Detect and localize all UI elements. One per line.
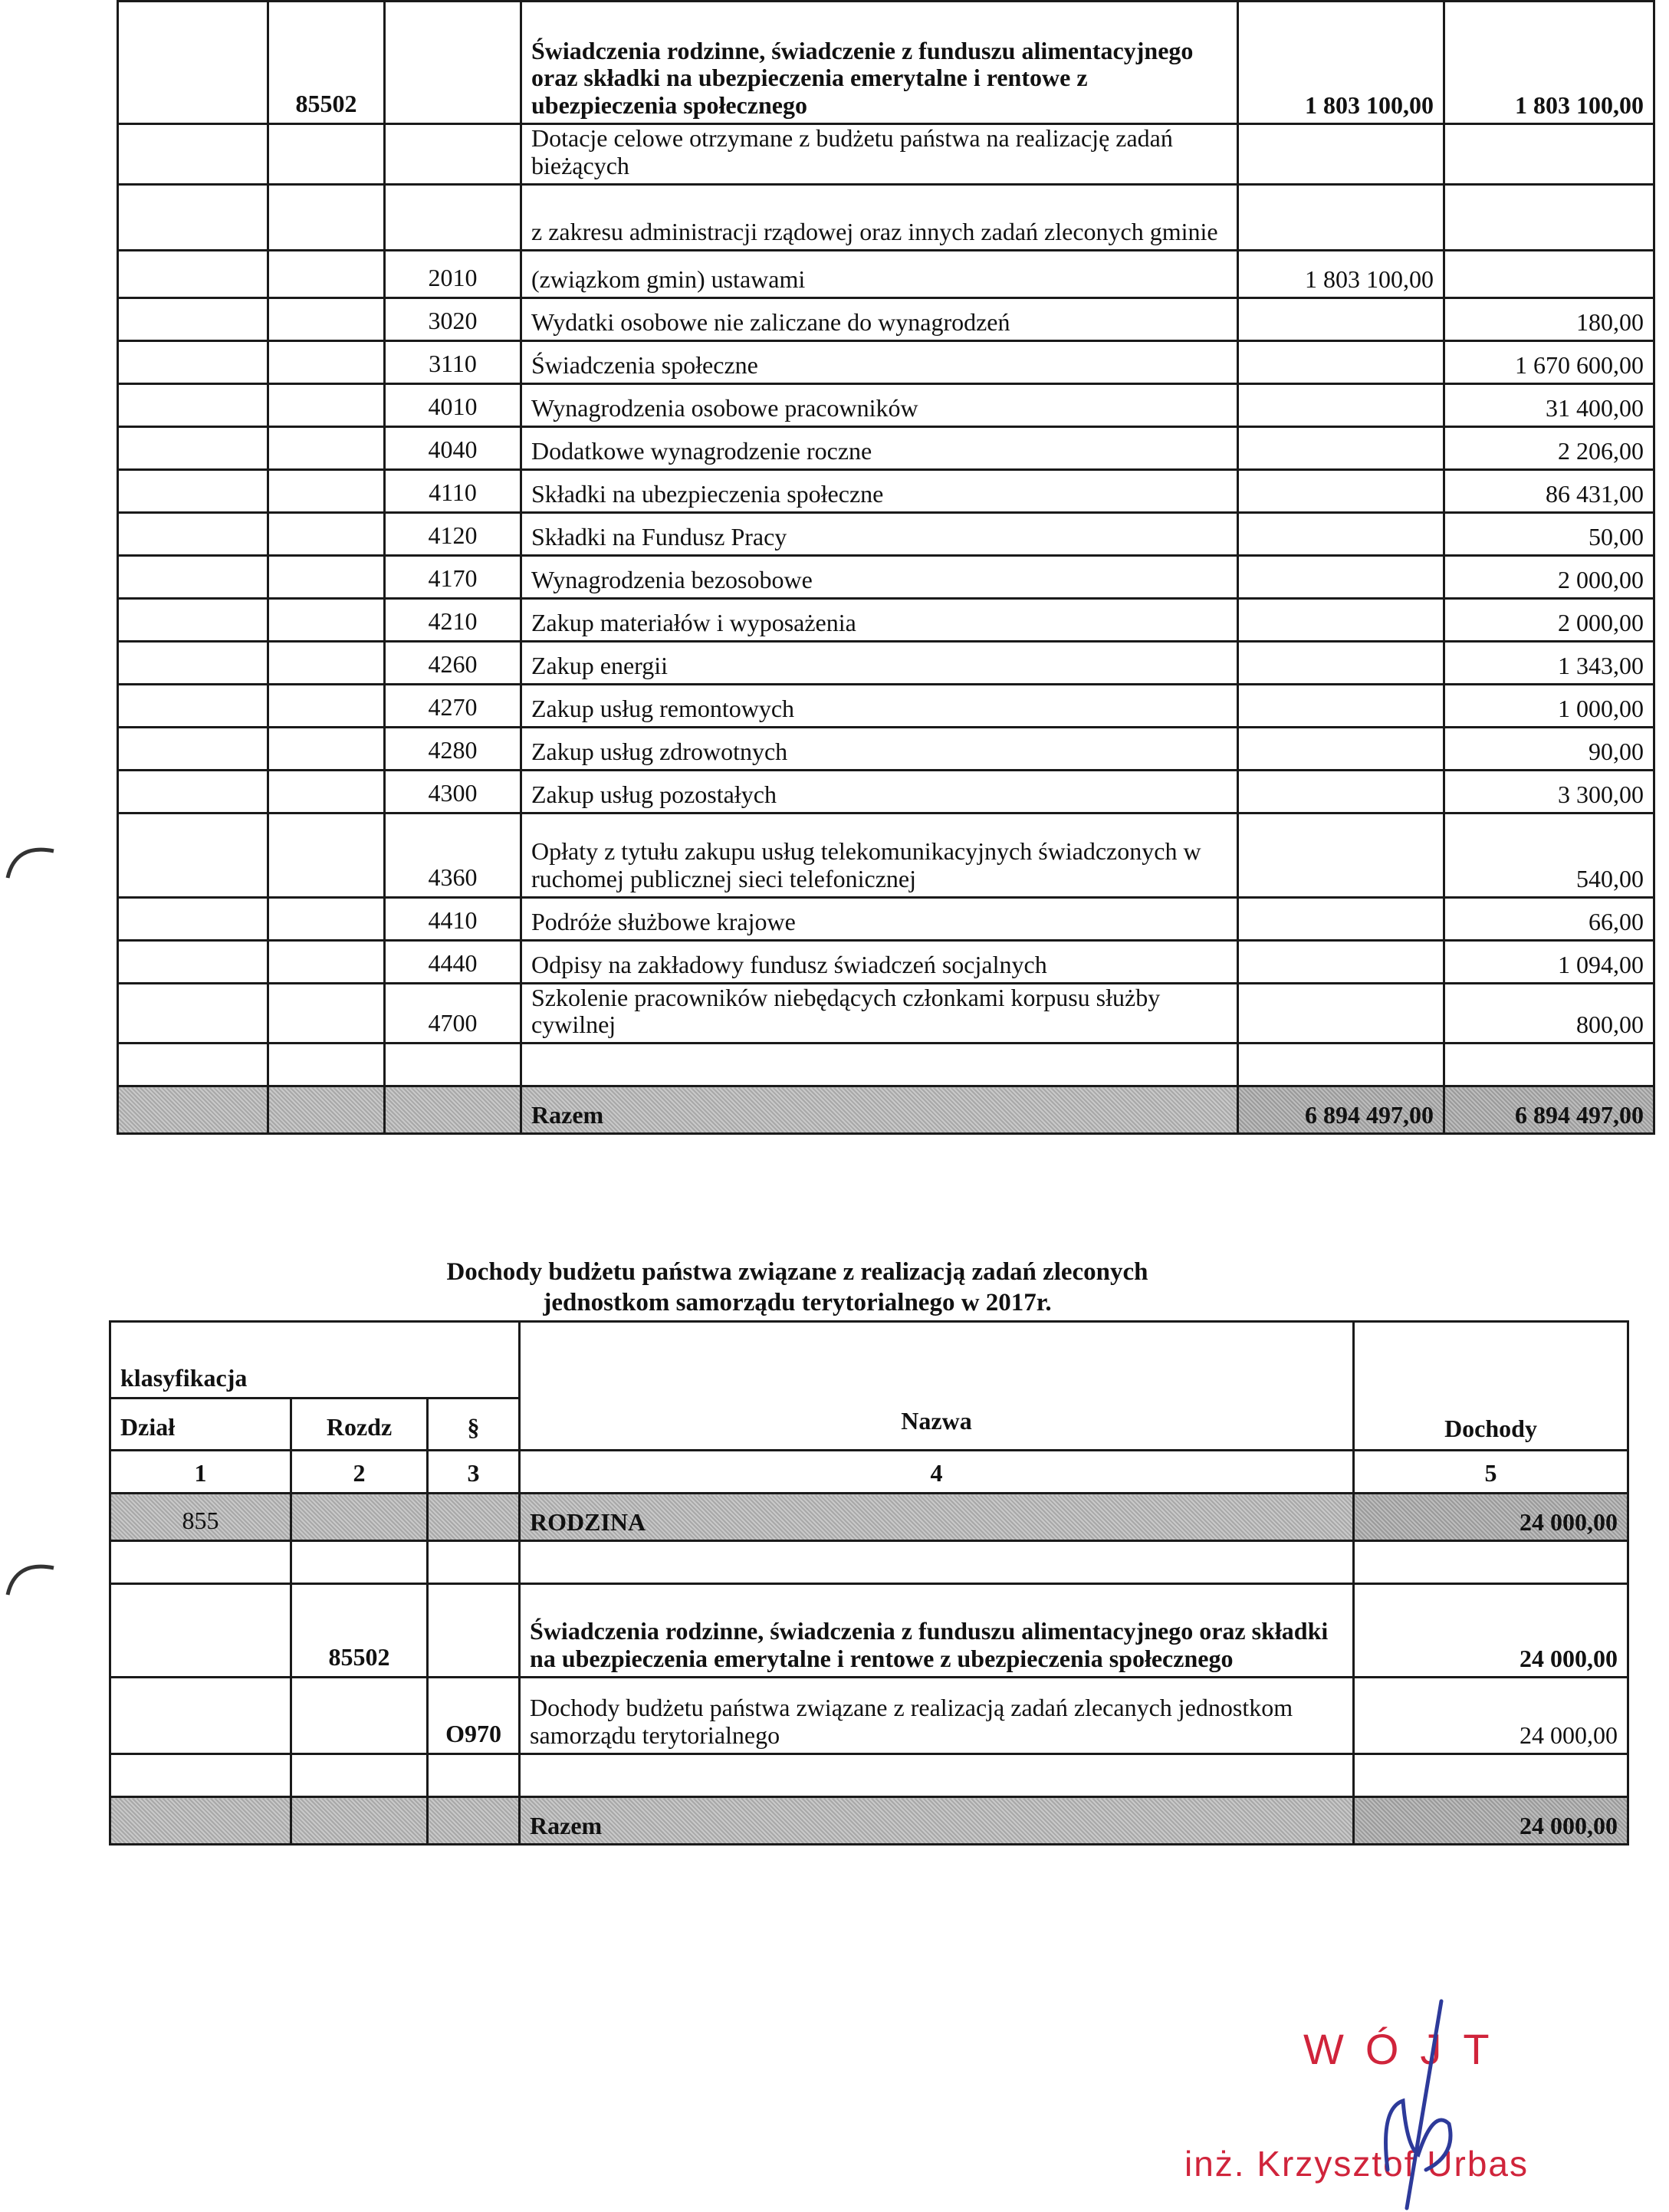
cell-wydatki: 1 803 100,00 (1444, 2, 1654, 124)
cell-rozdz (268, 940, 385, 983)
total-label: Razem (520, 1797, 1354, 1845)
cell-nazwa: Składki na Fundusz Pracy (521, 512, 1238, 555)
total-wydatki: 6 894 497,00 (1444, 1086, 1654, 1134)
table-row (110, 1584, 1628, 1678)
table-cell (291, 1754, 428, 1797)
cell-wydatki: 3 300,00 (1444, 770, 1654, 813)
cell-rozdz (268, 469, 385, 512)
table-cell (520, 1541, 1354, 1584)
cell-wydatki: 2 206,00 (1444, 426, 1654, 469)
header-number: 2 (291, 1451, 428, 1494)
cell-dzial: 855 (110, 1494, 291, 1541)
cell-dzial (118, 1044, 268, 1086)
cell-paragraph: 4360 (385, 813, 521, 897)
cell-wydatki: 86 431,00 (1444, 469, 1654, 512)
cell-rozdz (268, 124, 385, 185)
cell-rozdz (268, 684, 385, 727)
cell-dzial (118, 940, 268, 983)
header-dzial: Dział (110, 1399, 291, 1451)
cell-nazwa: Świadczenia społeczne (521, 340, 1238, 383)
cell-dochody (1238, 383, 1444, 426)
cell-nazwa: Dochody budżetu państwa związane z realizacją zadań zlecanych jednostkom samorządu terytorialnego (520, 1678, 1354, 1754)
table-cell (291, 1797, 428, 1845)
cell-dzial (110, 1584, 291, 1678)
cell-paragraph: 4270 (385, 684, 521, 727)
cell-rozdz (268, 983, 385, 1044)
cell-wydatki: 31 400,00 (1444, 383, 1654, 426)
table-cell (110, 1797, 291, 1845)
cell-wydatki: 180,00 (1444, 297, 1654, 340)
cell-rozdz (291, 1494, 428, 1541)
cell-wydatki (1444, 184, 1654, 250)
expenditure-table (117, 0, 1655, 1135)
cell-dochody (1238, 184, 1444, 250)
table-row (118, 641, 1654, 684)
cell-paragraph: 4280 (385, 727, 521, 770)
cell-paragraph: O970 (428, 1678, 520, 1754)
cell-paragraph: 4120 (385, 512, 521, 555)
cell-dochody (1238, 983, 1444, 1044)
cell-nazwa: z zakresu administracji rządowej oraz innych zadań zleconych gminie (521, 184, 1238, 250)
cell-dochody (1238, 684, 1444, 727)
spacer-row (110, 1754, 1628, 1797)
cell-dzial (118, 383, 268, 426)
cell-paragraph: 4210 (385, 598, 521, 641)
cell-wydatki: 90,00 (1444, 727, 1654, 770)
header-number: 5 (1354, 1451, 1628, 1494)
cell-dochody: 1 803 100,00 (1238, 2, 1444, 124)
cell-rozdz (268, 426, 385, 469)
cell-rozdz (268, 770, 385, 813)
cell-nazwa: Wynagrodzenia osobowe pracowników (521, 383, 1238, 426)
table-cell (268, 1086, 385, 1134)
cell-paragraph: 3110 (385, 340, 521, 383)
cell-dochody: 24 000,00 (1354, 1678, 1628, 1754)
cell-dochody (1238, 598, 1444, 641)
cell-nazwa: Zakup usług zdrowotnych (521, 727, 1238, 770)
cell-dochody (1238, 940, 1444, 983)
scan-mark (0, 1553, 61, 1599)
cell-nazwa: Podróże służbowe krajowe (521, 897, 1238, 940)
section-title (429, 1257, 1165, 1318)
cell-paragraph (428, 1584, 520, 1678)
table-row (110, 1678, 1628, 1754)
cell-nazwa: Świadczenia rodzinne, świadczenia z funduszu alimentacyjnego oraz składki na ubezpieczenia emerytalne i rentowe z ubezpieczenia społecznego (520, 1584, 1354, 1678)
cell-rozdz: 85502 (268, 2, 385, 124)
table-row (118, 426, 1654, 469)
header-number: 3 (428, 1451, 520, 1494)
cell-rozdz (268, 813, 385, 897)
cell-paragraph: 4410 (385, 897, 521, 940)
table-row (118, 2, 1654, 124)
table-cell (520, 1754, 1354, 1797)
cell-paragraph: 4040 (385, 426, 521, 469)
cell-nazwa: Szkolenie pracowników niebędących członkami korpusu służby cywilnej (521, 983, 1238, 1044)
cell-rozdz (268, 897, 385, 940)
cell-nazwa: Dodatkowe wynagrodzenie roczne (521, 426, 1238, 469)
table-cell (428, 1541, 520, 1584)
cell-nazwa: RODZINA (520, 1494, 1354, 1541)
cell-dochody: 1 803 100,00 (1238, 250, 1444, 297)
header-nazwa: Nazwa (520, 1322, 1354, 1451)
cell-rozdz (268, 512, 385, 555)
cell-rozdz (268, 184, 385, 250)
table-row (118, 813, 1654, 897)
cell-rozdz (268, 250, 385, 297)
cell-rozdz (268, 641, 385, 684)
cell-paragraph: 3020 (385, 297, 521, 340)
cell-dzial (118, 897, 268, 940)
table-row (118, 897, 1654, 940)
handwritten-signature (1334, 1993, 1503, 2212)
cell-dochody (1238, 340, 1444, 383)
cell-dzial (118, 770, 268, 813)
cell-paragraph: 4440 (385, 940, 521, 983)
cell-paragraph (385, 184, 521, 250)
cell-nazwa: Wynagrodzenia bezosobowe (521, 555, 1238, 598)
total-row (118, 1086, 1654, 1134)
cell-rozdz: 85502 (291, 1584, 428, 1678)
cell-dzial (118, 641, 268, 684)
cell-nazwa: Zakup usług pozostałych (521, 770, 1238, 813)
cell-paragraph: 2010 (385, 250, 521, 297)
table-row (118, 512, 1654, 555)
spacer-row (110, 1541, 1628, 1584)
cell-dochody (1238, 1044, 1444, 1086)
table-cell (291, 1541, 428, 1584)
cell-dochody (1238, 641, 1444, 684)
cell-dzial (118, 813, 268, 897)
cell-wydatki: 1 094,00 (1444, 940, 1654, 983)
cell-paragraph: 4170 (385, 555, 521, 598)
cell-dochody (1238, 897, 1444, 940)
cell-dzial (118, 426, 268, 469)
cell-dzial (118, 184, 268, 250)
cell-dzial (118, 684, 268, 727)
table-cell (110, 1541, 291, 1584)
cell-paragraph: 4010 (385, 383, 521, 426)
cell-dochody (1238, 555, 1444, 598)
table-cell (110, 1754, 291, 1797)
cell-wydatki: 1 000,00 (1444, 684, 1654, 727)
cell-dochody (1238, 770, 1444, 813)
signature-title: WÓJT (1303, 2025, 1511, 2073)
cell-dochody (1238, 469, 1444, 512)
cell-rozdz (268, 383, 385, 426)
cell-wydatki: 800,00 (1444, 983, 1654, 1044)
cell-paragraph: 4110 (385, 469, 521, 512)
cell-wydatki: 66,00 (1444, 897, 1654, 940)
table-row (118, 250, 1654, 297)
cell-nazwa: Dotacje celowe otrzymane z budżetu państwa na realizację zadań bieżących (521, 124, 1238, 185)
signature-name: inż. Krzysztof Urbas (1184, 2144, 1529, 2184)
table-row (118, 469, 1654, 512)
cell-dochody (1238, 297, 1444, 340)
cell-dzial (118, 250, 268, 297)
cell-dzial (118, 340, 268, 383)
cell-rozdz (291, 1678, 428, 1754)
table-cell (428, 1754, 520, 1797)
cell-wydatki: 2 000,00 (1444, 598, 1654, 641)
table-row (118, 383, 1654, 426)
cell-rozdz (268, 727, 385, 770)
cell-paragraph (385, 1044, 521, 1086)
cell-nazwa: Odpisy na zakładowy fundusz świadczeń socjalnych (521, 940, 1238, 983)
cell-nazwa: Świadczenia rodzinne, świadczenie z funduszu alimentacyjnego oraz składki na ubezpieczenia emerytalne i rentowe z ubezpieczenia społecznego (521, 2, 1238, 124)
cell-dzial (118, 727, 268, 770)
total-row (110, 1797, 1628, 1845)
cell-rozdz (268, 340, 385, 383)
cell-dzial (118, 555, 268, 598)
cell-nazwa: Zakup energii (521, 641, 1238, 684)
total-label: Razem (521, 1086, 1238, 1134)
cell-nazwa: Wydatki osobowe nie zaliczane do wynagrodzeń (521, 297, 1238, 340)
cell-dochody: 24 000,00 (1354, 1494, 1628, 1541)
header-dochody: Dochody (1354, 1322, 1628, 1451)
table-row (118, 297, 1654, 340)
header-rozdz: Rozdz (291, 1399, 428, 1451)
cell-dzial (118, 469, 268, 512)
scan-mark (0, 836, 61, 882)
cell-paragraph: 4700 (385, 983, 521, 1044)
header-paragraph: § (428, 1399, 520, 1451)
cell-dochody (1238, 512, 1444, 555)
table-row (118, 727, 1654, 770)
cell-paragraph: 4260 (385, 641, 521, 684)
cell-wydatki: 1 670 600,00 (1444, 340, 1654, 383)
cell-dzial (118, 512, 268, 555)
table-cell (385, 1086, 521, 1134)
cell-nazwa: Opłaty z tytułu zakupu usług telekomunikacyjnych świadczonych w ruchomej publicznej sieci telefonicznej (521, 813, 1238, 897)
cell-wydatki (1444, 250, 1654, 297)
table-cell (1354, 1754, 1628, 1797)
cell-nazwa: Zakup materiałów i wyposażenia (521, 598, 1238, 641)
table-row (118, 940, 1654, 983)
cell-nazwa: Zakup usług remontowych (521, 684, 1238, 727)
revenue-table (109, 1320, 1629, 1846)
section-title-line1: Dochody budżetu państwa związane z realizacją zadań zleconych (446, 1258, 1148, 1286)
cell-paragraph (385, 124, 521, 185)
cell-rozdz (268, 297, 385, 340)
cell-wydatki (1444, 124, 1654, 185)
table-row (118, 684, 1654, 727)
table-cell (428, 1797, 520, 1845)
cell-rozdz (268, 555, 385, 598)
cell-dochody (1238, 727, 1444, 770)
cell-dzial (118, 598, 268, 641)
table-row (118, 124, 1654, 185)
cell-paragraph (428, 1494, 520, 1541)
cell-dochody (1238, 426, 1444, 469)
header-number: 4 (520, 1451, 1354, 1494)
cell-paragraph (385, 2, 521, 124)
cell-dzial (110, 1678, 291, 1754)
section-title-line2: jednostkom samorządu terytorialnego w 2017r. (543, 1288, 1052, 1316)
cell-dzial (118, 2, 268, 124)
cell-wydatki (1444, 1044, 1654, 1086)
table-cell (1354, 1541, 1628, 1584)
cell-dochody (1238, 124, 1444, 185)
cell-rozdz (268, 598, 385, 641)
cell-dochody (1238, 813, 1444, 897)
table-row (118, 983, 1654, 1044)
table-row (118, 598, 1654, 641)
table-cell (118, 1086, 268, 1134)
cell-nazwa (521, 1044, 1238, 1086)
table-row (118, 770, 1654, 813)
total-dochody: 6 894 497,00 (1238, 1086, 1444, 1134)
cell-dzial (118, 124, 268, 185)
header-number: 1 (110, 1451, 291, 1494)
cell-wydatki: 2 000,00 (1444, 555, 1654, 598)
cell-rozdz (268, 1044, 385, 1086)
cell-dzial (118, 983, 268, 1044)
table-row (118, 555, 1654, 598)
table-row (118, 340, 1654, 383)
cell-wydatki: 540,00 (1444, 813, 1654, 897)
table-row (118, 1044, 1654, 1086)
header-klasyfikacja: klasyfikacja (110, 1322, 520, 1399)
cell-wydatki: 1 343,00 (1444, 641, 1654, 684)
cell-dochody: 24 000,00 (1354, 1584, 1628, 1678)
cell-paragraph: 4300 (385, 770, 521, 813)
cell-nazwa: Składki na ubezpieczenia społeczne (521, 469, 1238, 512)
cell-wydatki: 50,00 (1444, 512, 1654, 555)
cell-dzial (118, 297, 268, 340)
total-dochody: 24 000,00 (1354, 1797, 1628, 1845)
table-row (118, 184, 1654, 250)
table-row (110, 1494, 1628, 1541)
cell-nazwa: (związkom gmin) ustawami (521, 250, 1238, 297)
